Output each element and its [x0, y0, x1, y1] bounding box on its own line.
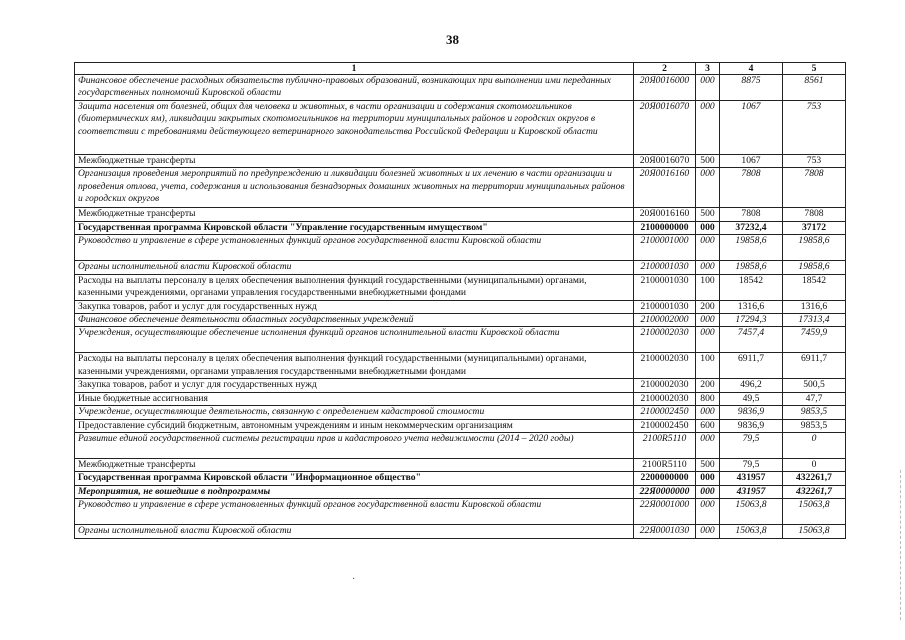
- table-row: [75, 499, 846, 525]
- row-code-cell: 2100001000: [634, 235, 696, 261]
- row-value-5-cell: 7808: [783, 168, 846, 208]
- row-type-cell: 200: [696, 379, 720, 392]
- row-value-4-cell: 17294,3: [720, 314, 783, 327]
- row-type-cell: 000: [696, 314, 720, 327]
- row-name-cell: Межбюджетные трансферты: [75, 208, 634, 221]
- row-type-cell: 500: [696, 155, 720, 168]
- row-type-cell: 100: [696, 353, 720, 379]
- row-type-cell: 100: [696, 274, 720, 300]
- row-value-4-cell: 37232,4: [720, 221, 783, 234]
- row-type-cell: 800: [696, 392, 720, 405]
- row-value-4-cell: 15063,8: [720, 499, 783, 525]
- row-value-5-cell: 37172: [783, 221, 846, 234]
- row-value-5-cell: 15063,8: [783, 525, 846, 538]
- row-name-cell: Органы исполнительной власти Кировской области: [75, 525, 634, 538]
- row-value-5-cell: 432261,7: [783, 472, 846, 485]
- row-code-cell: 2100002450: [634, 406, 696, 419]
- table-row: [75, 300, 846, 313]
- header-col-4: 4: [720, 63, 783, 75]
- row-value-4-cell: 19858,6: [720, 261, 783, 274]
- table-body: [75, 75, 846, 539]
- table-row: [75, 75, 846, 101]
- row-value-5-cell: 9853,5: [783, 419, 846, 432]
- table-row: [75, 208, 846, 221]
- row-value-5-cell: 432261,7: [783, 485, 846, 498]
- row-code-cell: 20Я0016070: [634, 155, 696, 168]
- row-value-5-cell: 9853,5: [783, 406, 846, 419]
- row-type-cell: 200: [696, 300, 720, 313]
- row-type-cell: 000: [696, 235, 720, 261]
- row-code-cell: 20Я0016000: [634, 75, 696, 101]
- table-row: [75, 525, 846, 538]
- table-row: [75, 353, 846, 379]
- row-value-5-cell: 7808: [783, 208, 846, 221]
- row-code-cell: 2100001030: [634, 274, 696, 300]
- row-value-5-cell: 15063,8: [783, 499, 846, 525]
- row-name-cell: Расходы на выплаты персоналу в целях обеспечения выполнения функций государственными (муниципальными) органами, казенными учреждениями, органами управления государственными внебюджетными фондами: [75, 274, 634, 300]
- row-type-cell: 600: [696, 419, 720, 432]
- table-row: [75, 327, 846, 353]
- scan-dot: ·: [352, 574, 356, 585]
- table-row: [75, 235, 846, 261]
- row-name-cell: Развитие единой государственной системы регистрации прав и кадастрового учета недвижимости (2014 – 2020 годы): [75, 433, 634, 459]
- row-code-cell: 20Я0016160: [634, 168, 696, 208]
- table-row: [75, 155, 846, 168]
- row-type-cell: 000: [696, 433, 720, 459]
- row-value-4-cell: 1316,6: [720, 300, 783, 313]
- row-code-cell: 20Я0016160: [634, 208, 696, 221]
- row-name-cell: Закупка товаров, работ и услуг для государственных нужд: [75, 379, 634, 392]
- row-value-5-cell: 500,5: [783, 379, 846, 392]
- row-value-4-cell: 431957: [720, 485, 783, 498]
- row-value-4-cell: 19858,6: [720, 235, 783, 261]
- row-type-cell: 000: [696, 327, 720, 353]
- header-col-2: 2: [634, 63, 696, 75]
- row-type-cell: 000: [696, 525, 720, 538]
- row-type-cell: 000: [696, 101, 720, 155]
- row-name-cell: Руководство и управление в сфере установленных функций органов государственной власти Кировской области: [75, 235, 634, 261]
- page-number: 38: [446, 32, 459, 47]
- row-code-cell: 2100002030: [634, 392, 696, 405]
- row-value-5-cell: 753: [783, 101, 846, 155]
- header-col-1: 1: [75, 63, 634, 75]
- row-value-4-cell: 79,5: [720, 459, 783, 472]
- row-code-cell: 2100002030: [634, 379, 696, 392]
- table-row: [75, 274, 846, 300]
- row-code-cell: 2100001030: [634, 300, 696, 313]
- table-row: [75, 406, 846, 419]
- row-value-4-cell: 79,5: [720, 433, 783, 459]
- row-value-5-cell: 753: [783, 155, 846, 168]
- table-row: [75, 101, 846, 155]
- row-name-cell: Организация проведения мероприятий по предупреждению и ликвидации болезней животных и их лечению в части организации и проведения отлова, учета, содержания и использования безнадзорных домашних животных на территории муниципальных районов и городских округов: [75, 168, 634, 208]
- row-value-4-cell: 7808: [720, 208, 783, 221]
- table-row: [75, 433, 846, 459]
- row-code-cell: 2100001030: [634, 261, 696, 274]
- row-type-cell: 000: [696, 472, 720, 485]
- header-col-3: 3: [696, 63, 720, 75]
- table-row: [75, 419, 846, 432]
- scan-edge-marks: [899, 470, 901, 620]
- row-value-4-cell: 496,2: [720, 379, 783, 392]
- table-row: [75, 314, 846, 327]
- row-name-cell: Государственная программа Кировской области "Управление государственным имуществом": [75, 221, 634, 234]
- row-code-cell: 22Я0001000: [634, 499, 696, 525]
- row-name-cell: Мероприятия, не вошедшие в подпрограммы: [75, 485, 634, 498]
- row-code-cell: 2100002030: [634, 327, 696, 353]
- row-name-cell: Иные бюджетные ассигнования: [75, 392, 634, 405]
- row-code-cell: 2200000000: [634, 472, 696, 485]
- row-value-4-cell: 15063,8: [720, 525, 783, 538]
- row-type-cell: 000: [696, 485, 720, 498]
- budget-table: [74, 62, 846, 539]
- table-row: [75, 485, 846, 498]
- row-name-cell: Защита населения от болезней, общих для человека и животных, в части организации и содержания скотомогильников (биотермических ям), ликвидации закрытых скотомогильников на территории муниципальных районов и городских округов в соответствии с требованиями действующего ветеринарного законодательства Российской Федерации и Кировской области: [75, 101, 634, 155]
- row-value-4-cell: 1067: [720, 101, 783, 155]
- row-type-cell: 000: [696, 499, 720, 525]
- row-value-4-cell: 7457,4: [720, 327, 783, 353]
- row-name-cell: Государственная программа Кировской области "Информационное общество": [75, 472, 634, 485]
- row-value-4-cell: 18542: [720, 274, 783, 300]
- header-col-5: 5: [783, 63, 846, 75]
- row-value-5-cell: 47,7: [783, 392, 846, 405]
- row-name-cell: Финансовое обеспечение расходных обязательств публично-правовых образований, возникающих при выполнении ими переданных государственных полномочий Кировской области: [75, 75, 634, 101]
- row-code-cell: 2100002030: [634, 353, 696, 379]
- table-row: [75, 472, 846, 485]
- row-type-cell: 500: [696, 459, 720, 472]
- table-row: [75, 221, 846, 234]
- table-row: [75, 459, 846, 472]
- row-code-cell: 2100R5110: [634, 459, 696, 472]
- row-name-cell: Финансовое обеспечение деятельности областных государственных учреждений: [75, 314, 634, 327]
- row-value-4-cell: 1067: [720, 155, 783, 168]
- row-value-4-cell: 49,5: [720, 392, 783, 405]
- row-name-cell: Предоставление субсидий бюджетным, автономным учреждениям и иным некоммерческим организациям: [75, 419, 634, 432]
- table-row: [75, 392, 846, 405]
- row-name-cell: Межбюджетные трансферты: [75, 155, 634, 168]
- row-name-cell: Учреждения, осуществляющие обеспечение исполнения функций органов исполнительной власти Кировской области: [75, 327, 634, 353]
- row-code-cell: 2100002000: [634, 314, 696, 327]
- row-value-4-cell: 7808: [720, 168, 783, 208]
- row-name-cell: Органы исполнительной власти Кировской области: [75, 261, 634, 274]
- row-code-cell: 20Я0016070: [634, 101, 696, 155]
- row-name-cell: Закупка товаров, работ и услуг для государственных нужд: [75, 300, 634, 313]
- row-value-5-cell: 7459,9: [783, 327, 846, 353]
- row-value-4-cell: 431957: [720, 472, 783, 485]
- row-name-cell: Учреждение, осуществляющие деятельность, связанную с определением кадастровой стоимости: [75, 406, 634, 419]
- row-value-5-cell: 0: [783, 459, 846, 472]
- row-value-5-cell: 18542: [783, 274, 846, 300]
- row-code-cell: 2100000000: [634, 221, 696, 234]
- row-value-5-cell: 0: [783, 433, 846, 459]
- row-code-cell: 2100R5110: [634, 433, 696, 459]
- row-name-cell: Руководство и управление в сфере установленных функций органов государственной власти Кировской области: [75, 499, 634, 525]
- row-name-cell: Межбюджетные трансферты: [75, 459, 634, 472]
- row-code-cell: 22Я0001030: [634, 525, 696, 538]
- row-type-cell: 500: [696, 208, 720, 221]
- row-code-cell: 2100002450: [634, 419, 696, 432]
- row-type-cell: 000: [696, 406, 720, 419]
- row-value-5-cell: 19858,6: [783, 261, 846, 274]
- row-value-5-cell: 17313,4: [783, 314, 846, 327]
- table-header-row: [75, 63, 846, 75]
- table-row: [75, 379, 846, 392]
- row-type-cell: 000: [696, 221, 720, 234]
- row-value-4-cell: 8875: [720, 75, 783, 101]
- row-value-5-cell: 8561: [783, 75, 846, 101]
- row-value-4-cell: 9836,9: [720, 406, 783, 419]
- row-type-cell: 000: [696, 75, 720, 101]
- row-code-cell: 22Я0000000: [634, 485, 696, 498]
- table-row: [75, 261, 846, 274]
- row-type-cell: 000: [696, 168, 720, 208]
- row-type-cell: 000: [696, 261, 720, 274]
- row-value-4-cell: 6911,7: [720, 353, 783, 379]
- row-value-5-cell: 6911,7: [783, 353, 846, 379]
- row-value-5-cell: 1316,6: [783, 300, 846, 313]
- row-value-5-cell: 19858,6: [783, 235, 846, 261]
- table-row: [75, 168, 846, 208]
- row-value-4-cell: 9836,9: [720, 419, 783, 432]
- row-name-cell: Расходы на выплаты персоналу в целях обеспечения выполнения функций государственными (муниципальными) органами, казенными учреждениями, органами управления государственными внебюджетными фондами: [75, 353, 634, 379]
